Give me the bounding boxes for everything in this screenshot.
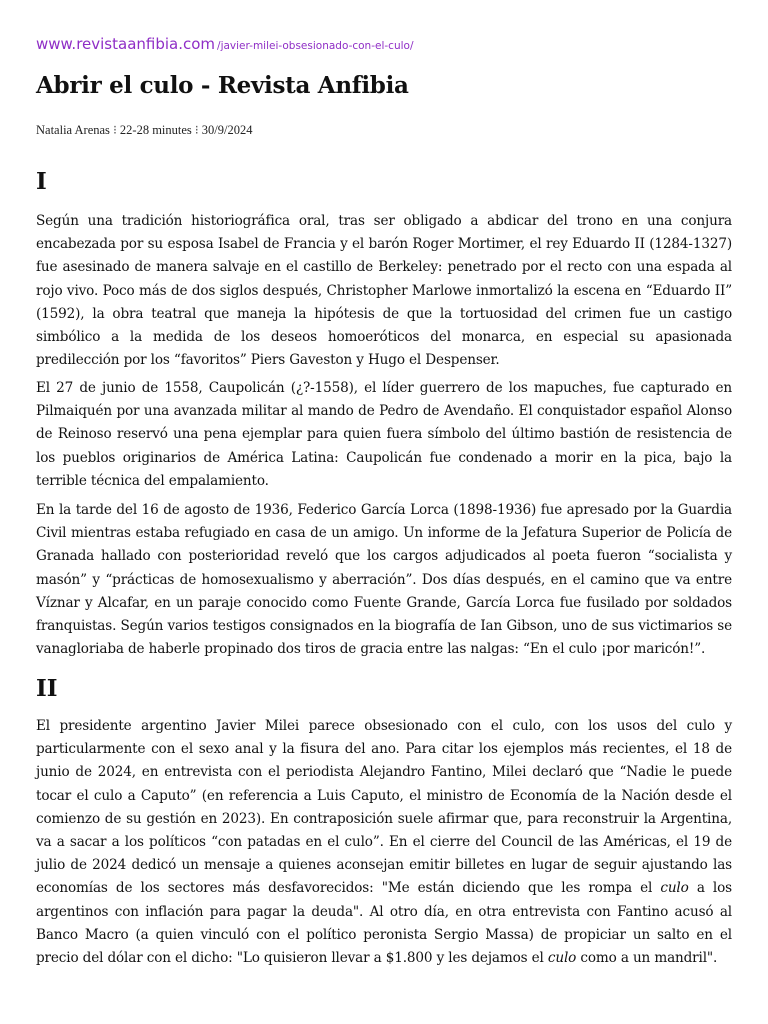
publish-date: 30/9/2024 xyxy=(201,123,253,137)
source-path-link[interactable]: /javier-milei-obsesionado-con-el-culo/ xyxy=(217,40,414,52)
section-heading-2: II xyxy=(36,675,58,702)
meta-separator: ⁝ xyxy=(194,123,199,137)
paragraph-text: El presidente argentino Javier Milei parece obsesionado con el culo, con los usos del culo y particularmente con el sexo anal y la fisura del ano. Para citar los ejemplos más recientes, el 18 de junio de 2024, en entrevista con el periodista Alejandro Fantino, Milei declaró que “Nadie le puede tocar el culo a Caputo” (en referencia a Luis Caputo, el ministro de Economía de la Nación desde el comienzo de su gestión en 2023). En contraposición suele afirmar que, para reconstruir la Argentina, va a sacar a los políticos “con patadas en el culo”. En el cierre del Council de las Américas, el 19 de julio de 2024 dedicó un mensaje a quienes aconsejan emitir billetes en lugar de seguir ajustando las economías de los sectores más desfavorecidos: "Me están diciendo que les rompa el xyxy=(36,718,732,897)
paragraph-text: a los argentinos con inflación para pagar la deuda". Al otro día, en otra entrevista con Fantino acusó al Banco Macro (a quien vinculó con el político peronista Sergio Massa) de propiciar un salto en el precio del dólar con el dicho: "Lo quisieron llevar a $1.800 y les dejamos el xyxy=(36,880,732,967)
source-url[interactable] xyxy=(36,34,413,53)
reading-time: 22-28 minutes xyxy=(119,123,192,137)
body-paragraph xyxy=(36,715,732,970)
body-paragraph: El 27 de junio de 1558, Caupolicán (¿?-1558), el líder guerrero de los mapuches, fue capturado en Pilmaiquén por una avanzada militar al mando de Pedro de Avendaño. El conquistador español Alonso de Reinoso reservó una pena ejemplar para quien fuera símbolo del último bastión de resistencia de los pueblos originarios de América Latina: Caupolicán fue condenado a morir en la pica, bajo la terrible técnica del empalamiento. xyxy=(36,380,732,489)
section-heading-1: I xyxy=(36,168,47,195)
body-paragraph: Según una tradición historiográfica oral, tras ser obligado a abdicar del trono en una conjura encabezada por su esposa Isabel de Francia y el barón Roger Mortimer, el rey Eduardo II (1284-1327) fue asesinado de manera salvaje en el castillo de Berkeley: penetrado por el recto con una espada al rojo vivo. Poco más de dos siglos después, Christopher Marlowe inmortalizó la escena en “Eduardo II” (1592), la obra teatral que maneja la hipótesis de que la tortuosidad del crimen fue un castigo simbólico a la medida de los deseos homoeróticos del monarca, en especial su apasionada predilección por los “favoritos” Piers Gaveston y Hugo el Despenser. xyxy=(36,213,732,369)
meta-separator: ⁝ xyxy=(112,123,117,137)
paragraph-text: como a un mandril". xyxy=(576,950,718,967)
body-paragraph: En la tarde del 16 de agosto de 1936, Federico García Lorca (1898-1936) fue apresado por la Guardia Civil mientras estaba refugiado en casa de un amigo. Un informe de la Jefatura Superior de Policía de Granada hallado con posterioridad reveló que los cargos adjudicados al poeta fueron “socialista y masón” y “prácticas de homosexualismo y aberración”. Dos días después, en el camino que va entre Víznar y Alcafar, en un paraje conocido como Fuente Grande, García Lorca fue fusilado por soldados franquistas. Según varios testigos consignados en la biografía de Ian Gibson, uno de sus victimarios se vanagloriaba de haberle propinado dos tiros de gracia entre las nalgas: “En el culo ¡por maricón!”. xyxy=(36,502,732,658)
article-title: Abrir el culo - Revista Anfibia xyxy=(36,72,409,99)
source-domain-link[interactable]: www.revistaanfibia.com xyxy=(36,35,216,53)
italic-emphasis: culo xyxy=(547,950,577,967)
italic-emphasis: culo xyxy=(660,880,689,897)
article-meta xyxy=(36,122,252,138)
author-name: Natalia Arenas xyxy=(36,123,110,137)
